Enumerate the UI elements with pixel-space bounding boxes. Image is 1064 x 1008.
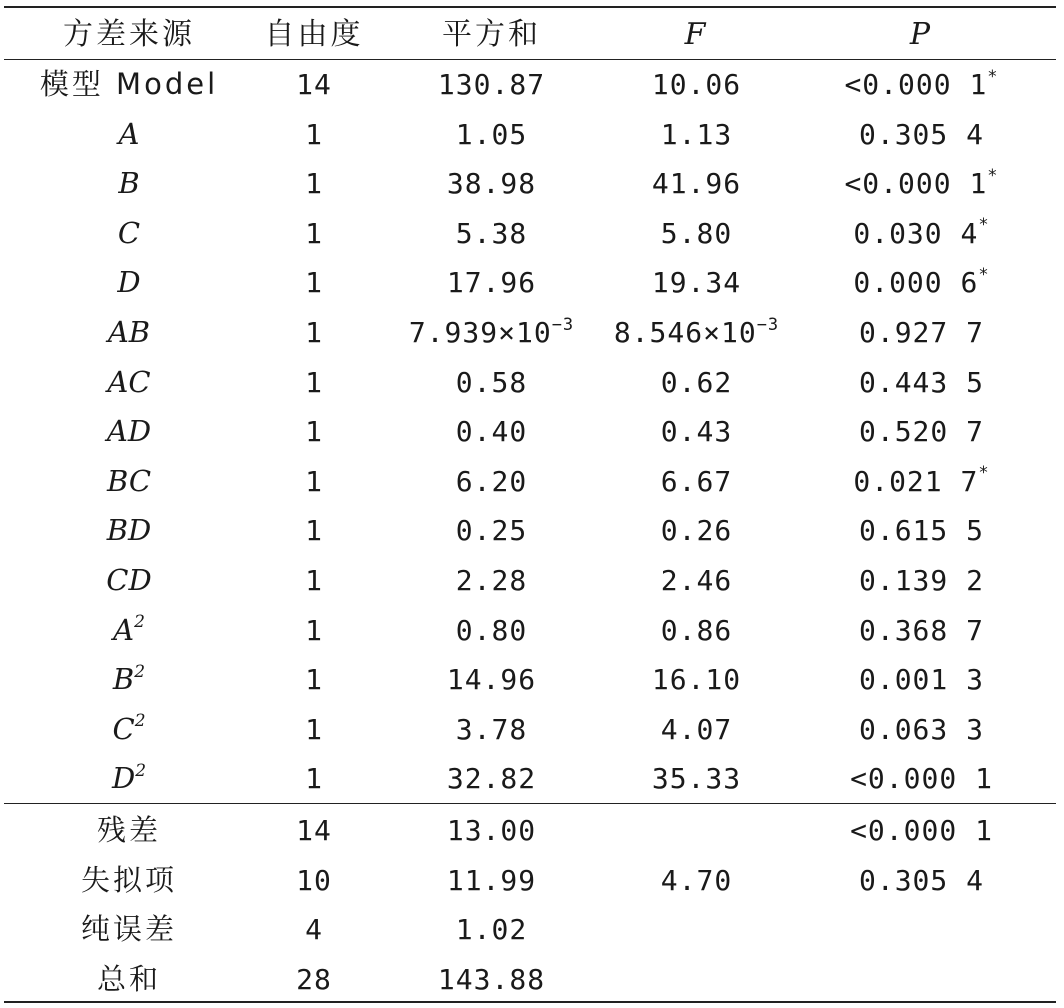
p-cell-sup: *: [987, 165, 999, 186]
source-cell: 残差: [96, 813, 161, 847]
table-row: [4, 308, 1056, 357]
header-ss: 平方和: [442, 17, 541, 52]
ss-cell: 2.28: [455, 564, 528, 597]
ss-cell: $7.939\times 10^{-3}$: [408, 314, 575, 349]
ss-cell: 5.38: [455, 216, 528, 250]
table-row: [4, 556, 1056, 605]
table-row: [4, 60, 1056, 109]
ss-cell: 6.20: [455, 464, 528, 498]
df-cell: 28: [296, 962, 332, 996]
source-cell: B: [118, 166, 140, 201]
f-cell: 5.80: [660, 216, 733, 250]
source-cell: A: [118, 116, 140, 151]
source-cell: AD: [106, 414, 152, 449]
header-row: [4, 10, 1056, 59]
source-cell: $D^2$: [111, 760, 147, 796]
p-cell-sup: *: [978, 215, 990, 236]
source-cell: BC: [106, 463, 152, 498]
table-row: [4, 856, 1056, 905]
ss-cell: 3.78: [455, 712, 528, 746]
ss-cell: 38.98: [446, 167, 537, 201]
f-cell: 2.46: [660, 564, 733, 597]
f-cell: 4.07: [660, 712, 733, 746]
f-cell: 0.43: [660, 415, 733, 449]
df-cell: 14: [296, 814, 332, 847]
f-cell: [589, 806, 804, 855]
header-f: F: [684, 17, 709, 52]
ss-cell: 0.58: [455, 365, 528, 399]
source-cell-sup: 2: [134, 661, 146, 682]
df-cell: 1: [305, 266, 323, 300]
f-cell: 1.13: [660, 117, 733, 151]
source-cell-sup: 2: [134, 611, 145, 632]
bottom-rule: [4, 1001, 1056, 1003]
df-cell: 10: [296, 863, 332, 897]
f-cell: $8.546\times 10^{-3}$: [613, 314, 780, 349]
table-row: [4, 506, 1056, 555]
f-cell: 0.26: [660, 514, 733, 548]
source-cell: C: [117, 215, 141, 250]
p-cell-sup: *: [978, 463, 990, 484]
ss-cell: 1.02: [455, 913, 528, 947]
table-row: [4, 705, 1056, 754]
table-row: [4, 806, 1056, 855]
source-cell: BD: [106, 513, 152, 548]
table-row: [4, 258, 1056, 307]
source-cell: D: [117, 265, 141, 300]
df-cell: 1: [305, 464, 323, 498]
table-row: [4, 209, 1056, 258]
f-cell: 0.86: [660, 613, 733, 647]
table-row: [4, 955, 1056, 1004]
ss-cell: 0.25: [455, 514, 528, 548]
table-row: [4, 754, 1056, 803]
df-cell: 1: [305, 216, 323, 250]
ss-cell: 14.96: [446, 663, 537, 697]
top-rule: [4, 6, 1056, 8]
df-cell: 1: [305, 316, 323, 349]
df-cell: 1: [305, 167, 323, 201]
p-cell: 0.927 7: [858, 316, 984, 349]
p-cell: 0.520 7: [858, 415, 984, 449]
table-row: [4, 358, 1056, 407]
table-row: [4, 407, 1056, 456]
table-row: [4, 457, 1056, 506]
header-df: 自由度: [264, 17, 364, 52]
ss-cell: 17.96: [446, 266, 537, 300]
source-cell-sup: 2: [135, 760, 147, 781]
f-cell-sup: −3: [756, 314, 780, 335]
df-cell: 1: [305, 762, 323, 796]
source-cell: CD: [106, 563, 152, 597]
p-cell: 0.001 3: [858, 663, 984, 697]
p-cell: 0.021 7*: [853, 463, 990, 498]
table-row: [4, 159, 1056, 208]
table-row: [4, 655, 1056, 704]
f-cell: 0.62: [660, 365, 733, 399]
p-cell: 0.063 3: [858, 712, 984, 746]
f-cell: 10.06: [651, 68, 742, 101]
f-cell: 41.96: [651, 167, 742, 201]
p-cell: <0.000 1: [850, 814, 993, 847]
f-cell: [589, 955, 804, 1004]
f-cell: 35.33: [651, 762, 742, 796]
f-cell: 19.34: [651, 266, 742, 300]
df-cell: 1: [305, 564, 323, 597]
source-cell: AB: [107, 315, 151, 349]
p-cell: 0.368 7: [858, 613, 984, 647]
ss-cell: 130.87: [437, 68, 546, 101]
df-cell: 1: [305, 117, 323, 151]
df-cell: 1: [305, 613, 323, 647]
p-cell: 0.139 2: [858, 564, 984, 597]
df-cell: 14: [296, 68, 332, 101]
f-cell: [589, 905, 804, 954]
section-rule: [4, 803, 1056, 804]
table-row: [4, 606, 1056, 655]
df-cell: 1: [305, 415, 323, 449]
source-cell: $B^2$: [112, 661, 146, 697]
p-cell: [804, 955, 1039, 1004]
ss-cell: 1.05: [455, 117, 528, 151]
p-cell: <0.000 1*: [844, 66, 999, 101]
table-row: [4, 110, 1056, 159]
p-cell: 0.000 6*: [853, 265, 990, 300]
f-cell: 4.70: [660, 863, 733, 897]
df-cell: 4: [305, 913, 323, 947]
f-cell: 16.10: [651, 663, 742, 697]
source-cell: $C^2$: [112, 711, 146, 746]
ss-cell: 143.88: [437, 962, 546, 996]
p-cell: 0.305 4: [858, 117, 984, 151]
p-cell: <0.000 1: [850, 762, 993, 796]
df-cell: 1: [305, 514, 323, 548]
p-cell: 0.443 5: [858, 365, 984, 399]
ss-cell: 0.80: [455, 613, 528, 647]
source-cell-sup: 2: [134, 711, 146, 732]
p-cell-sup: *: [978, 265, 990, 286]
p-cell: 0.305 4: [858, 863, 984, 897]
p-cell: <0.000 1*: [844, 165, 999, 201]
p-cell-sup: *: [987, 66, 999, 87]
ss-cell: 13.00: [446, 814, 537, 847]
ss-cell: 0.40: [455, 415, 528, 449]
source-cell: 失拟项: [80, 862, 177, 897]
p-cell: [804, 905, 1039, 954]
source-cell: 总和: [96, 961, 161, 996]
source-cell: $A^2$: [113, 611, 145, 647]
source-cell: 模型 Model: [39, 67, 219, 101]
source-cell: AC: [107, 364, 151, 399]
df-cell: 1: [305, 712, 323, 746]
df-cell: 1: [305, 663, 323, 697]
ss-cell: 32.82: [446, 762, 537, 796]
f-cell: 6.67: [660, 464, 733, 498]
source-cell: 纯误差: [80, 912, 177, 947]
header-source: 方差来源: [63, 17, 195, 52]
table-row: [4, 905, 1056, 954]
p-cell: 0.615 5: [858, 514, 984, 548]
ss-cell-sup: −3: [551, 314, 575, 335]
header-p: P: [909, 17, 934, 52]
ss-cell: 11.99: [446, 863, 537, 897]
df-cell: 1: [305, 365, 323, 399]
p-cell: 0.030 4*: [853, 215, 990, 250]
